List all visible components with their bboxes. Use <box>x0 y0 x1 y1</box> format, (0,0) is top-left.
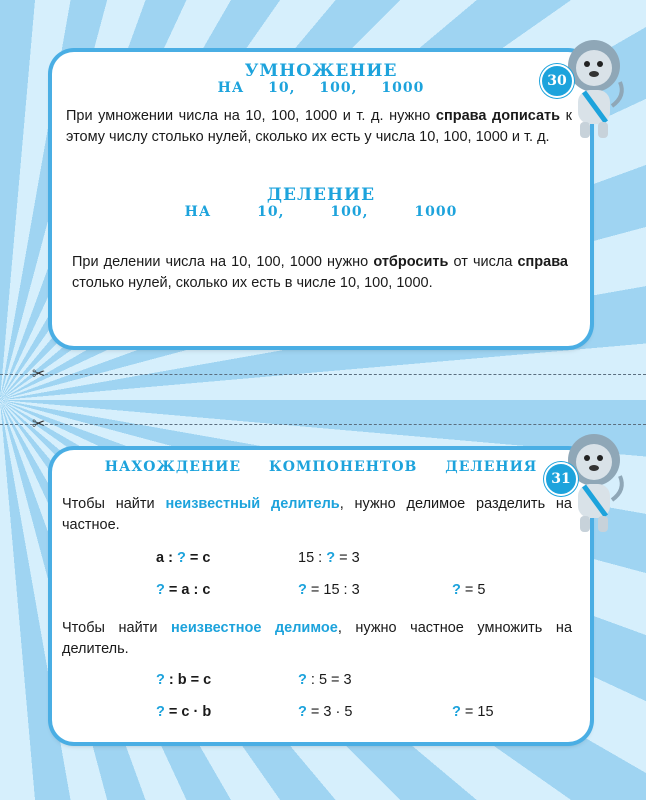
title-division-components: НАХОЖДЕНИЕ КОМПОНЕНТОВ ДЕЛЕНИЯ <box>104 459 538 475</box>
rule-division: При делении числа на 10, 100, 1000 нужно отбросить от числа справа столько нулей, сколько их есть в числе 10, 100, 1000. <box>72 254 568 291</box>
formula-general-2: ? = a : c <box>156 582 211 598</box>
card-division-components <box>52 450 590 742</box>
title-division-sub: НА 10, 100, 1000 <box>184 203 458 220</box>
cut-line-top <box>0 374 646 375</box>
rule-unknown-dividend: Чтобы найти неизвестное делимое, нужно частное умножить на делитель. <box>62 620 573 657</box>
scissors-icon: ✂ <box>32 414 46 433</box>
cut-line-bottom <box>0 424 646 425</box>
formula-general-3: ? : b = c <box>156 672 212 688</box>
formula-general-4: ? = c · b <box>156 704 212 720</box>
formula-answer-2: ? = 15 <box>452 704 494 720</box>
formula-example-4: ? = 3 · 5 <box>298 704 353 720</box>
formula-general-1: a : ? = c <box>156 550 211 566</box>
rule-unknown-divisor: Чтобы найти неизвестный делитель, нужно делимое разделить на частное. <box>62 496 572 533</box>
title-multiplication: УМНОЖЕНИЕ <box>244 61 398 81</box>
formula-answer-1: ? = 5 <box>452 582 486 598</box>
formula-example-3: ? : 5 = 3 <box>298 672 352 688</box>
rule-multiplication: При умножении числа на 10, 100, 1000 и т. д. нужно справа дописать к этому числу столько нулей, сколько их есть у числа 10, 100, 1000 и т. д. <box>66 108 572 145</box>
card-multiplication-division <box>52 52 590 346</box>
title-division: ДЕЛЕНИЕ <box>266 185 376 205</box>
page-number-badge: 31 <box>544 462 578 496</box>
page-number-badge: 30 <box>540 64 574 98</box>
scissors-icon: ✂ <box>32 364 46 383</box>
formula-example-1: 15 : ? = 3 <box>298 550 360 566</box>
formula-example-2: ? = 15 : 3 <box>298 582 360 598</box>
title-multiplication-sub: НА 10, 100, 1000 <box>217 79 425 96</box>
